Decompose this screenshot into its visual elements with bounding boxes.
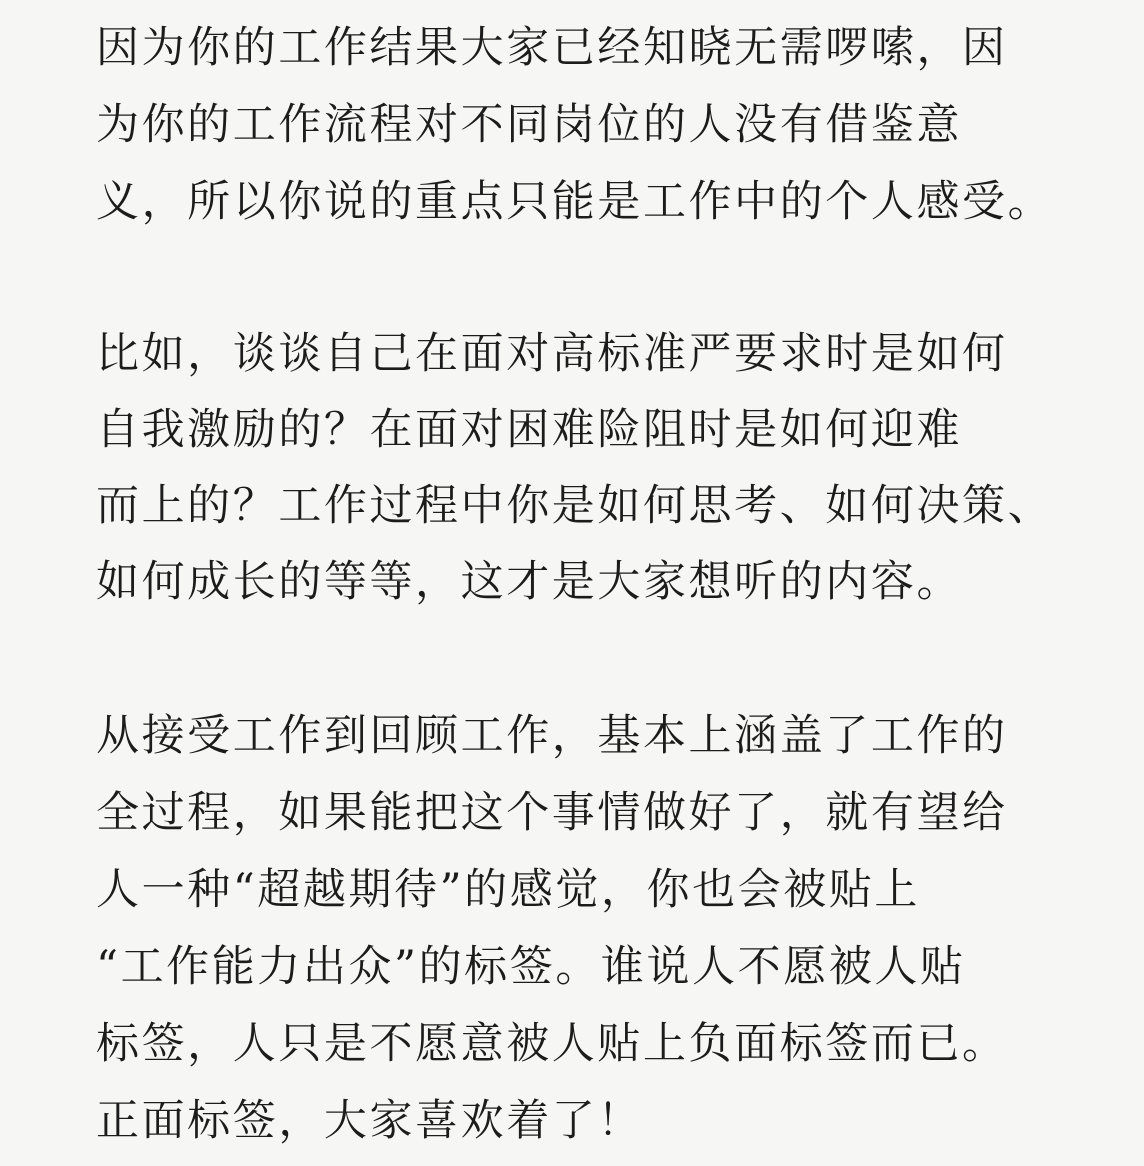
text-line: 人一种“超越期待”的感觉，你也会被贴上 (96, 865, 920, 915)
text-line: 自我激励的？在面对困难险阻时是如何迎难 (96, 405, 963, 455)
text-line: 为你的工作流程对不同岗位的人没有借鉴意 (96, 100, 963, 150)
text-line: 正面标签，大家喜欢着了！ (96, 1096, 643, 1146)
text-line: 如何成长的等等，这才是大家想听的内容。 (96, 557, 963, 607)
text-line: 因为你的工作结果大家已经知晓无需啰嗦，因 (96, 23, 1008, 73)
text-line: 标签，人只是不愿意被人贴上负面标签而已。 (96, 1019, 1008, 1069)
text-line: 义，所以你说的重点只能是工作中的个人感受。 (96, 177, 1054, 227)
text-line: 从接受工作到回顾工作，基本上涵盖了工作的 (96, 711, 1008, 761)
text-line: “工作能力出众”的标签。谁说人不愿被人贴 (96, 942, 966, 992)
text-line: 比如，谈谈自己在面对高标准严要求时是如何 (96, 329, 1008, 379)
text-line: 全过程，如果能把这个事情做好了，就有望给 (96, 788, 1008, 838)
text-line: 而上的？工作过程中你是如何思考、如何决策、 (96, 481, 1054, 531)
